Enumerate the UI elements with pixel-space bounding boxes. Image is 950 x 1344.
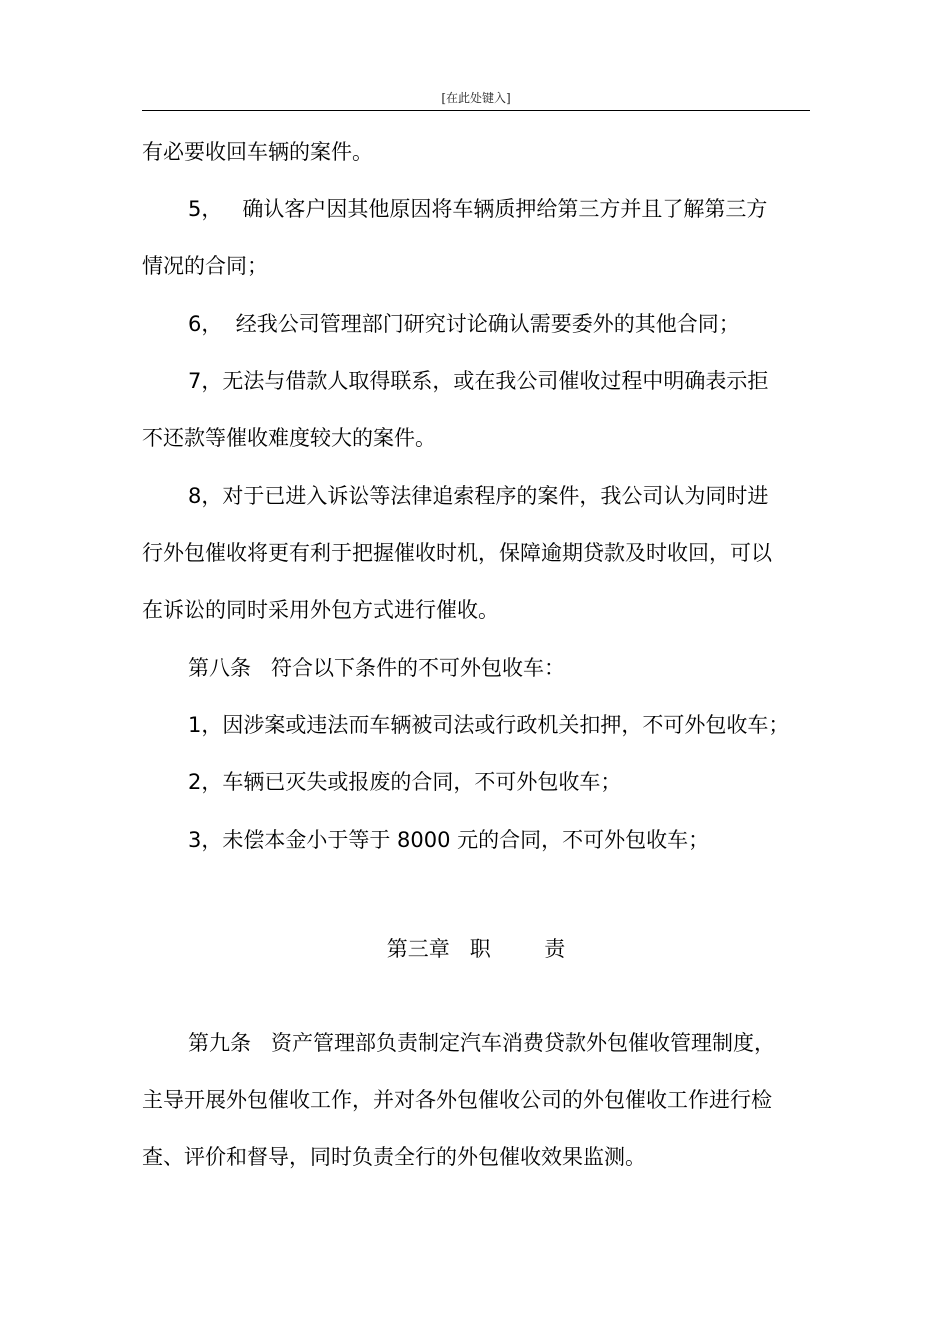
list-item-6: 6， 经我公司管理部门研究讨论确认需要委外的其他合同； [188,312,740,336]
article-8-heading: 第八条 符合以下条件的不可外包收车： [188,656,566,680]
body-line: 在诉讼的同时采用外包方式进行催收。 [142,598,499,622]
list-item-8: 8，对于已进入诉讼等法律追索程序的案件，我公司认为同时进 [188,484,769,508]
article-9-line: 主导开展外包催收工作，并对各外包催收公司的外包催收工作进行检 [142,1088,772,1112]
condition-item-1: 1，因涉案或违法而车辆被司法或行政机关扣押，不可外包收车； [188,713,790,737]
header-divider [142,110,810,111]
body-line: 情况的合同； [142,254,268,278]
body-line: 不还款等催收难度较大的案件。 [142,426,436,450]
article-9-line: 第九条 资产管理部负责制定汽车消费贷款外包催收管理制度， [188,1031,776,1055]
body-line: 有必要收回车辆的案件。 [142,140,373,164]
list-item-7: 7，无法与借款人取得联系，或在我公司催收过程中明确表示拒 [188,369,769,393]
condition-item-3: 3，未偿本金小于等于 8000 元的合同，不可外包收车； [188,828,710,852]
body-line: 行外包催收将更有利于把握催收时机，保障逾期贷款及时收回，可以 [142,541,772,565]
page-header: [在此处键入] [441,91,511,105]
article-9-line: 查、评价和督导，同时负责全行的外包催收效果监测。 [142,1145,646,1169]
chapter-title: 第三章 职 责 [386,937,566,961]
list-item-5: 5， 确认客户因其他原因将车辆质押给第三方并且了解第三方 [188,197,768,221]
condition-item-2: 2，车辆已灭失或报废的合同，不可外包收车； [188,770,622,794]
